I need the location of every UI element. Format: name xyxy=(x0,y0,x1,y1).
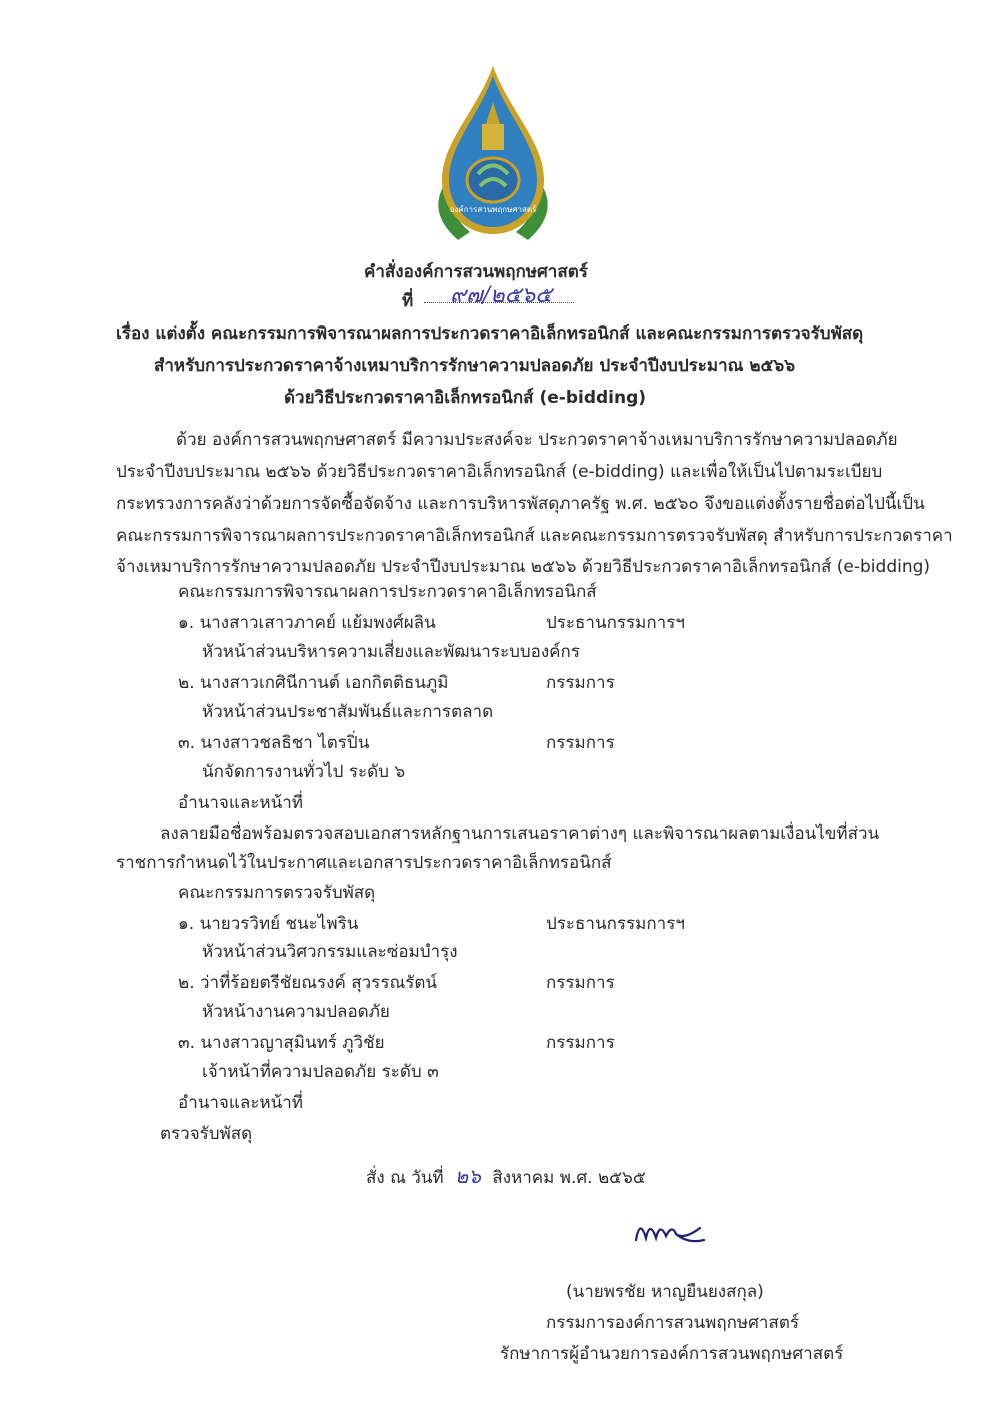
signature-mark xyxy=(630,1210,710,1259)
committee2-member1-position: หัวหน้าส่วนวิศวกรรมและซ่อมบำรุง xyxy=(202,942,458,962)
order-title: คำสั่งองค์การสวนพฤกษศาสตร์ xyxy=(364,262,588,282)
order-number-label: ที่ xyxy=(402,291,414,311)
order-number-field xyxy=(424,283,574,308)
committee1-member1-role: ประธานกรรมการฯ xyxy=(546,613,685,633)
committee2-heading: คณะกรรมการตรวจรับพัสดุ xyxy=(178,883,376,903)
signer-name: (นายพรชัย หาญยืนยงสกุล) xyxy=(566,1282,764,1302)
svg-text:องค์การสวนพฤกษศาสตร์: องค์การสวนพฤกษศาสตร์ xyxy=(449,205,537,214)
committee2-member1-role: ประธานกรรมการฯ xyxy=(546,914,685,934)
committee2-member3-name: ๓. นางสาวญาสุมินทร์ ภูวิชัย xyxy=(178,1033,385,1053)
organization-logo xyxy=(418,62,568,252)
subject-text-1: แต่งตั้ง คณะกรรมการพิจารณาผลการประกวดราคาอิเล็กทรอนิกส์ และคณะกรรมการตรวจรับพัสดุ xyxy=(155,324,864,344)
committee1-member2-role: กรรมการ xyxy=(546,673,615,693)
committee2-member3-role: กรรมการ xyxy=(546,1033,615,1053)
intro-line-3: กระทรวงการคลังว่าด้วยการจัดซื้อจัดจ้าง และการบริหารพัสดุภาครัฐ พ.ศ. ๒๕๖๐ จึงขอแต่งตั้งรายชื่อต่อไปนี้เป็น xyxy=(116,494,925,514)
intro-line-5: จ้างเหมาบริการรักษาความปลอดภัย ประจำปีงบประมาณ ๒๕๖๖ ด้วยวิธีประกวดราคาอิเล็กทรอนิกส์ (e-bidding) xyxy=(116,557,931,577)
intro-line-2: ประจำปีงบประมาณ ๒๕๖๖ ด้วยวิธีประกวดราคาอิเล็กทรอนิกส์ (e-bidding) และเพื่อให้เป็นไปตามระเบียบ xyxy=(116,462,883,482)
committee2-duty-heading: อำนาจและหน้าที่ xyxy=(178,1093,303,1113)
committee2-member2-position: หัวหน้างานความปลอดภัย xyxy=(202,1002,390,1022)
order-number-handwritten: ๙๗/๒๕๖๕ xyxy=(450,283,552,308)
committee1-member1-name: ๑. นางสาวเสาวภาคย์ แย้มพงศ์ผลิน xyxy=(178,613,436,633)
committee2-member2-role: กรรมการ xyxy=(546,973,615,993)
committee1-member2-name: ๒. นางสาวเกศินีกานต์ เอกกิตติธนภูมิ xyxy=(178,673,449,693)
intro-line-4: คณะกรรมการพิจารณาผลการประกวดราคาอิเล็กทรอนิกส์ และคณะกรรมการตรวจรับพัสดุ สำหรับการประกวดราคา xyxy=(116,526,953,546)
committee1-duty-heading: อำนาจและหน้าที่ xyxy=(178,793,303,813)
committee2-member1-name: ๑. นายวรวิทย์ ชนะไพริน xyxy=(178,914,359,934)
subject-line-3: ด้วยวิธีประกวดราคาอิเล็กทรอนิกส์ (e-bidding) xyxy=(284,388,647,408)
subject-label: เรื่อง xyxy=(116,324,150,344)
committee1-heading: คณะกรรมการพิจารณาผลการประกวดราคาอิเล็กทรอนิกส์ xyxy=(178,582,597,602)
committee1-member3-position: นักจัดการงานทั่วไป ระดับ ๖ xyxy=(202,762,406,782)
date-prefix: สั่ง ณ วันที่ xyxy=(366,1168,444,1188)
date-day-handwritten: ๒๖ xyxy=(455,1164,481,1188)
committee1-duty-line-1: ลงลายมือชื่อพร้อมตรวจสอบเอกสารหลักฐานการเสนอราคาต่างๆ และพิจารณาผลตามเงื่อนไขที่ส่วน xyxy=(160,824,880,844)
committee1-member3-name: ๓. นางสาวชลธิชา ไตรปิ่น xyxy=(178,733,370,753)
committee2-member3-position: เจ้าหน้าที่ความปลอดภัย ระดับ ๓ xyxy=(202,1062,439,1082)
committee2-member2-name: ๒. ว่าที่ร้อยตรีชัยณรงค์ สุวรรณรัตน์ xyxy=(178,973,438,993)
order-date xyxy=(366,1160,646,1192)
committee1-member2-position: หัวหน้าส่วนประชาสัมพันธ์และการตลาด xyxy=(202,702,494,722)
date-suffix: สิงหาคม พ.ศ. ๒๕๖๕ xyxy=(492,1168,646,1188)
committee1-member1-position: หัวหน้าส่วนบริหารความเสี่ยงและพัฒนาระบบองค์กร xyxy=(202,642,580,662)
intro-line-1: ด้วย องค์การสวนพฤกษศาสตร์ มีความประสงค์จะ ประกวดราคาจ้างเหมาบริการรักษาความปลอดภัย xyxy=(176,430,898,450)
signer-title-2: รักษาการผู้อำนวยการองค์การสวนพฤกษศาสตร์ xyxy=(500,1344,844,1364)
committee1-duty-line-2: ราชการกำหนดไว้ในประกาศและเอกสารประกวดราคาอิเล็กทรอนิกส์ xyxy=(116,853,612,873)
subject-line-2: สำหรับการประกวดราคาจ้างเหมาบริการรักษาความปลอดภัย ประจำปีงบประมาณ ๒๕๖๖ xyxy=(154,356,795,376)
signer-title-1: กรรมการองค์การสวนพฤกษศาสตร์ xyxy=(546,1313,800,1333)
committee1-member3-role: กรรมการ xyxy=(546,733,615,753)
subject-line-1 xyxy=(116,320,863,347)
committee2-duty-line-1: ตรวจรับพัสดุ xyxy=(160,1124,253,1144)
